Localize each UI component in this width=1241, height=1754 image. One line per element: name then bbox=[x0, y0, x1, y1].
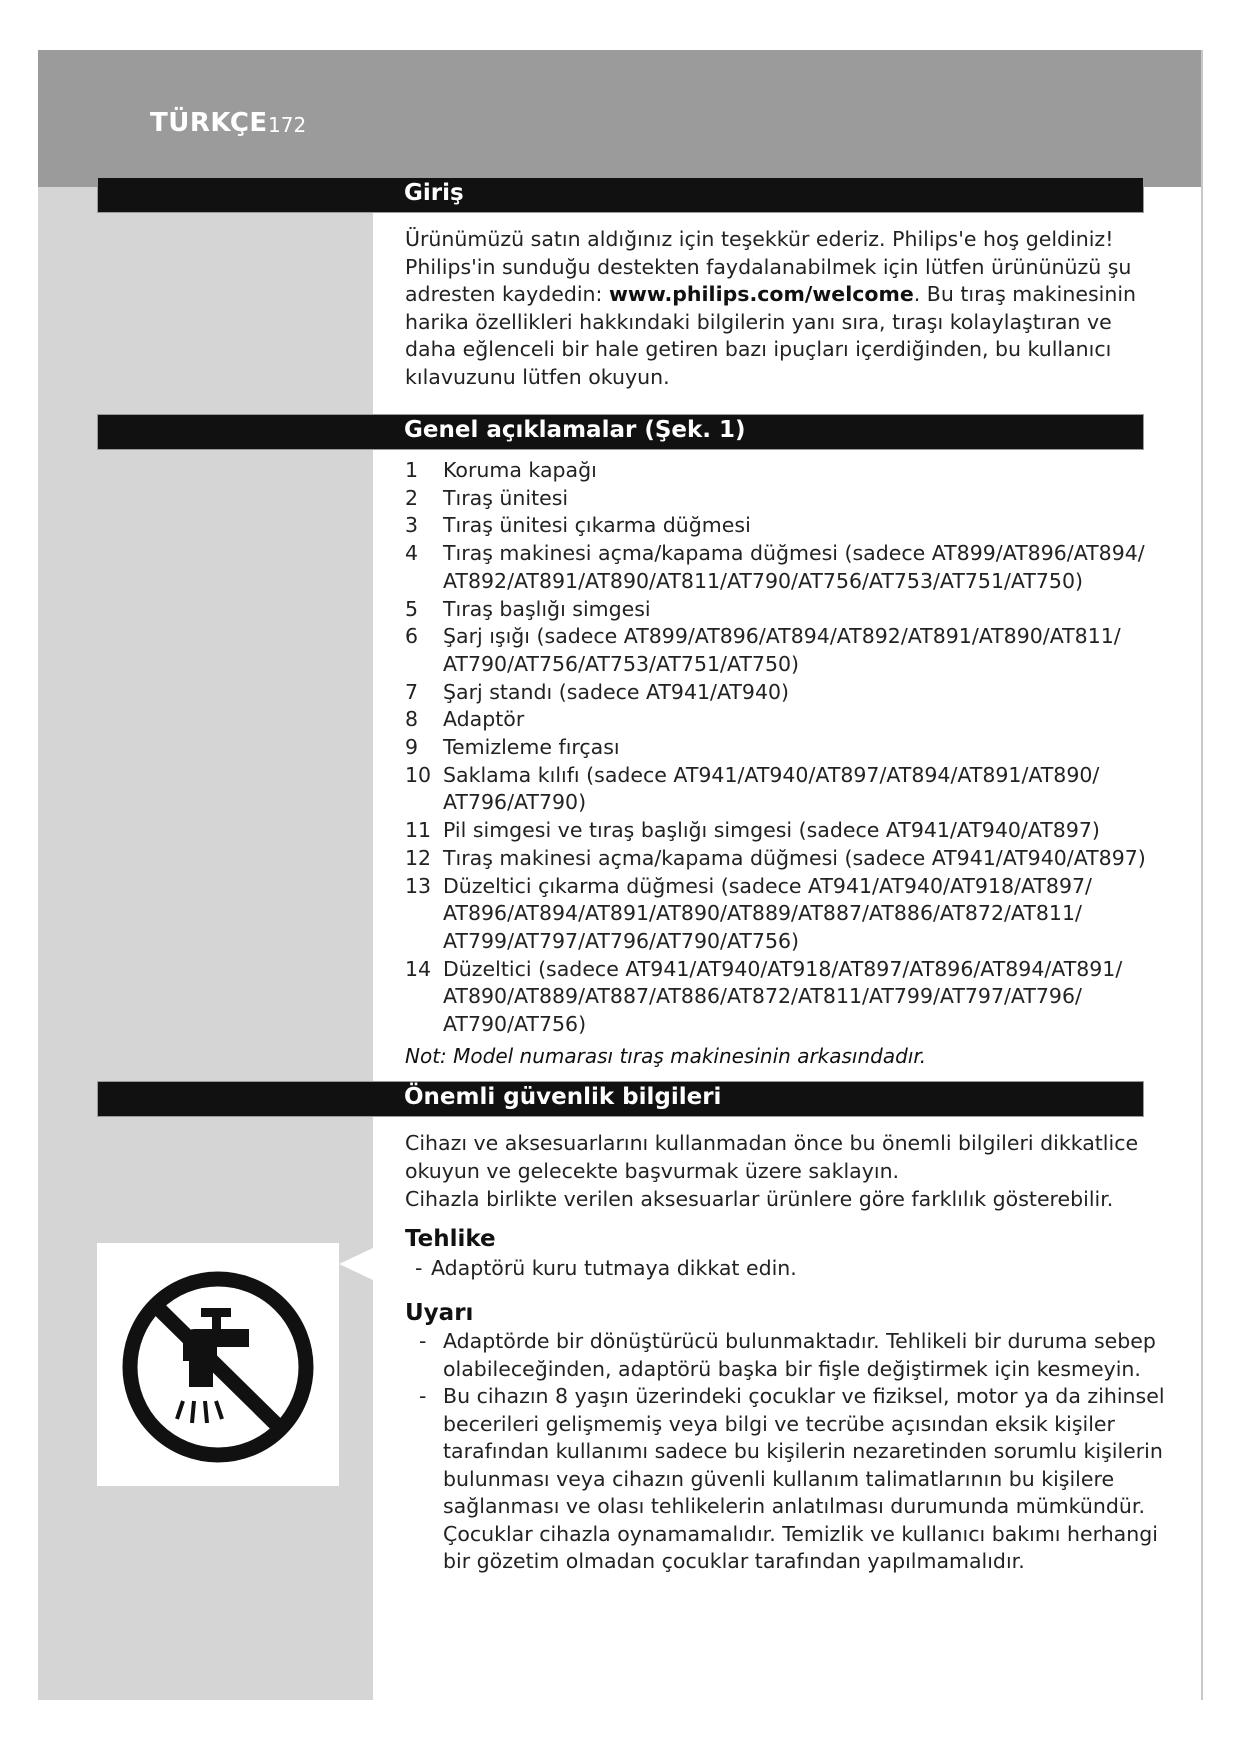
danger-list bbox=[405, 1255, 1145, 1283]
item-number: 3 bbox=[405, 513, 419, 538]
warning-heading: Uyarı bbox=[405, 1300, 474, 1326]
safety-intro-1: Cihazı ve aksesuarlarını kullanmadan önce bu önemli bilgileri dikkatlice okuyun ve gelecekte başvurmak üzere saklayın. bbox=[405, 1131, 1139, 1183]
item-number: 12 bbox=[405, 845, 432, 870]
dash-bullet: - bbox=[419, 1329, 427, 1353]
item-number: 6 bbox=[405, 624, 419, 649]
list-item bbox=[405, 873, 1165, 956]
item-text: Tıraş ünitesi bbox=[443, 485, 569, 510]
list-item bbox=[405, 762, 1165, 817]
welcome-link[interactable]: www.philips.com/welcome bbox=[608, 282, 914, 306]
item-text: Pil simgesi ve tıraş başlığı simgesi (sadece AT941/AT940/AT897) bbox=[443, 818, 1100, 843]
item-text: Düzeltici çıkarma düğmesi (sadece AT941/AT940/AT918/AT897/ AT896/AT894/AT891/AT890/AT889/AT887/AT886/AT872/AT811/ AT799/AT797/AT796/AT790/AT756) bbox=[443, 873, 1092, 953]
list-item bbox=[405, 1328, 1175, 1383]
item-text: Şarj ışığı (sadece AT899/AT896/AT894/AT892/AT891/AT890/AT811/ AT790/AT756/AT753/AT751/AT750) bbox=[443, 624, 1121, 676]
section-heading-safety: Önemli güvenlik bilgileri bbox=[404, 1084, 722, 1110]
intro-paragraph bbox=[405, 226, 1145, 391]
list-item bbox=[405, 1255, 1145, 1283]
no-water-tap-icon bbox=[97, 1243, 339, 1486]
list-item bbox=[405, 734, 1165, 762]
list-item bbox=[405, 623, 1165, 678]
item-text: Tıraş makinesi açma/kapama düğmesi (sadece AT941/AT940/AT897) bbox=[443, 845, 1146, 870]
item-text: Adaptörde bir dönüştürücü bulunmaktadır. Tehlikeli bir duruma sebep olabileceğinden, adaptörü başka bir fişle değiştirmek için kesmeyin. bbox=[443, 1329, 1156, 1381]
list-item bbox=[405, 596, 1165, 624]
item-number: 10 bbox=[405, 762, 432, 787]
item-number: 11 bbox=[405, 818, 432, 843]
list-item bbox=[405, 679, 1165, 707]
item-number: 1 bbox=[405, 458, 419, 482]
list-item bbox=[405, 512, 1165, 540]
item-text: Temizleme fırçası bbox=[443, 735, 620, 760]
list-item bbox=[405, 845, 1165, 873]
item-text: Tıraş başlığı simgesi bbox=[443, 596, 651, 621]
section-heading-general: Genel açıklamalar (Şek. 1) bbox=[404, 417, 746, 443]
danger-heading: Tehlike bbox=[405, 1226, 496, 1252]
item-text: Düzeltici (sadece AT941/AT940/AT918/AT897/AT896/AT894/AT891/ AT890/AT889/AT887/AT886/AT872/AT811/AT799/AT797/AT796/ AT790/AT756) bbox=[443, 956, 1123, 1037]
item-text: Tıraş ünitesi çıkarma düğmesi bbox=[443, 513, 751, 538]
item-number: 5 bbox=[405, 596, 419, 621]
section-bar-intro bbox=[97, 177, 1144, 213]
section-heading-intro: Giriş bbox=[404, 180, 464, 206]
icon-pointer bbox=[339, 1248, 373, 1280]
warning-list bbox=[405, 1328, 1175, 1576]
page-number: 172 bbox=[268, 113, 307, 137]
dash-bullet: - bbox=[419, 1384, 427, 1408]
item-number: 9 bbox=[405, 735, 419, 760]
list-item bbox=[405, 1383, 1175, 1576]
item-number: 13 bbox=[405, 873, 432, 898]
item-text: Saklama kılıfı (sadece AT941/AT940/AT897/AT894/AT891/AT890/ AT796/AT790) bbox=[443, 762, 1100, 815]
item-number: 4 bbox=[405, 541, 419, 566]
item-text: Adaptörü kuru tutmaya dikkat edin. bbox=[431, 1256, 797, 1280]
item-number: 7 bbox=[405, 679, 419, 704]
safety-intro-2: Cihazla birlikte verilen aksesuarlar ürünlere göre farklılık gösterebilir. bbox=[405, 1187, 1114, 1211]
item-text: Adaptör bbox=[443, 707, 525, 732]
intro-text-end: . Bu tıraş makinesinin harika özellikleri hakkındaki bilgilerin yanı sıra, tıraşı kolaylaştıran ve daha eğlenceli bir hale getiren bazı ipuçları içerdiğinden, bu kullanıcı kılavuzunu lütfen okuyun. bbox=[405, 282, 1137, 389]
list-item bbox=[405, 457, 1165, 485]
list-item bbox=[405, 706, 1165, 734]
item-text: Şarj standı (sadece AT941/AT940) bbox=[443, 679, 790, 704]
section-bar-safety bbox=[97, 1081, 1144, 1117]
list-item bbox=[405, 817, 1165, 845]
list-item bbox=[405, 540, 1165, 595]
list-item bbox=[405, 956, 1165, 1039]
dash-bullet: - bbox=[415, 1256, 423, 1280]
list-item bbox=[405, 485, 1165, 513]
item-number: 2 bbox=[405, 485, 419, 510]
intro-text-start: Ürünümüzü satın aldığınız için teşekkür ederiz. Philips'e hoş geldiniz! Philips'in sunduğu destekten faydalanabilmek için lütfen ürününüzü şu adresten kaydedin: bbox=[405, 227, 1132, 306]
item-number: 8 bbox=[405, 707, 419, 732]
no-water-icon-box bbox=[97, 1243, 339, 1486]
language-title: TÜRKÇE bbox=[150, 108, 268, 138]
right-rule bbox=[1201, 50, 1203, 1700]
item-text: Bu cihazın 8 yaşın üzerindeki çocuklar ve fiziksel, motor ya da zihinsel becerileri gelişmemiş veya bilgi ve tecrübe açısından eksik kişiler tarafından kullanımı sadece bu kişilerin nezaretinden sorumlu kişilerin bulunması veya cihazın güvenli kullanım talimatlarının bu kişilere sağlanması ve olası tehlikelerin anlatılması durumunda mümkündür. Çocuklar cihazla oynamamalıdır. Temizlik ve kullanıcı bakımı herhangi bir gözetim olmadan çocuklar tarafından yapılmamalıdır. bbox=[443, 1384, 1165, 1573]
section-bar-general bbox=[97, 414, 1144, 450]
item-text: Tıraş makinesi açma/kapama düğmesi (sadece AT899/AT896/AT894/ AT892/AT891/AT890/AT811/AT790/AT756/AT753/AT751/AT750) bbox=[443, 541, 1145, 593]
item-number: 14 bbox=[405, 956, 432, 981]
parts-list bbox=[405, 457, 1165, 1039]
model-note: Not: Model numarası tıraş makinesinin arkasındadır. bbox=[405, 1044, 927, 1068]
item-text: Koruma kapağı bbox=[443, 458, 597, 482]
